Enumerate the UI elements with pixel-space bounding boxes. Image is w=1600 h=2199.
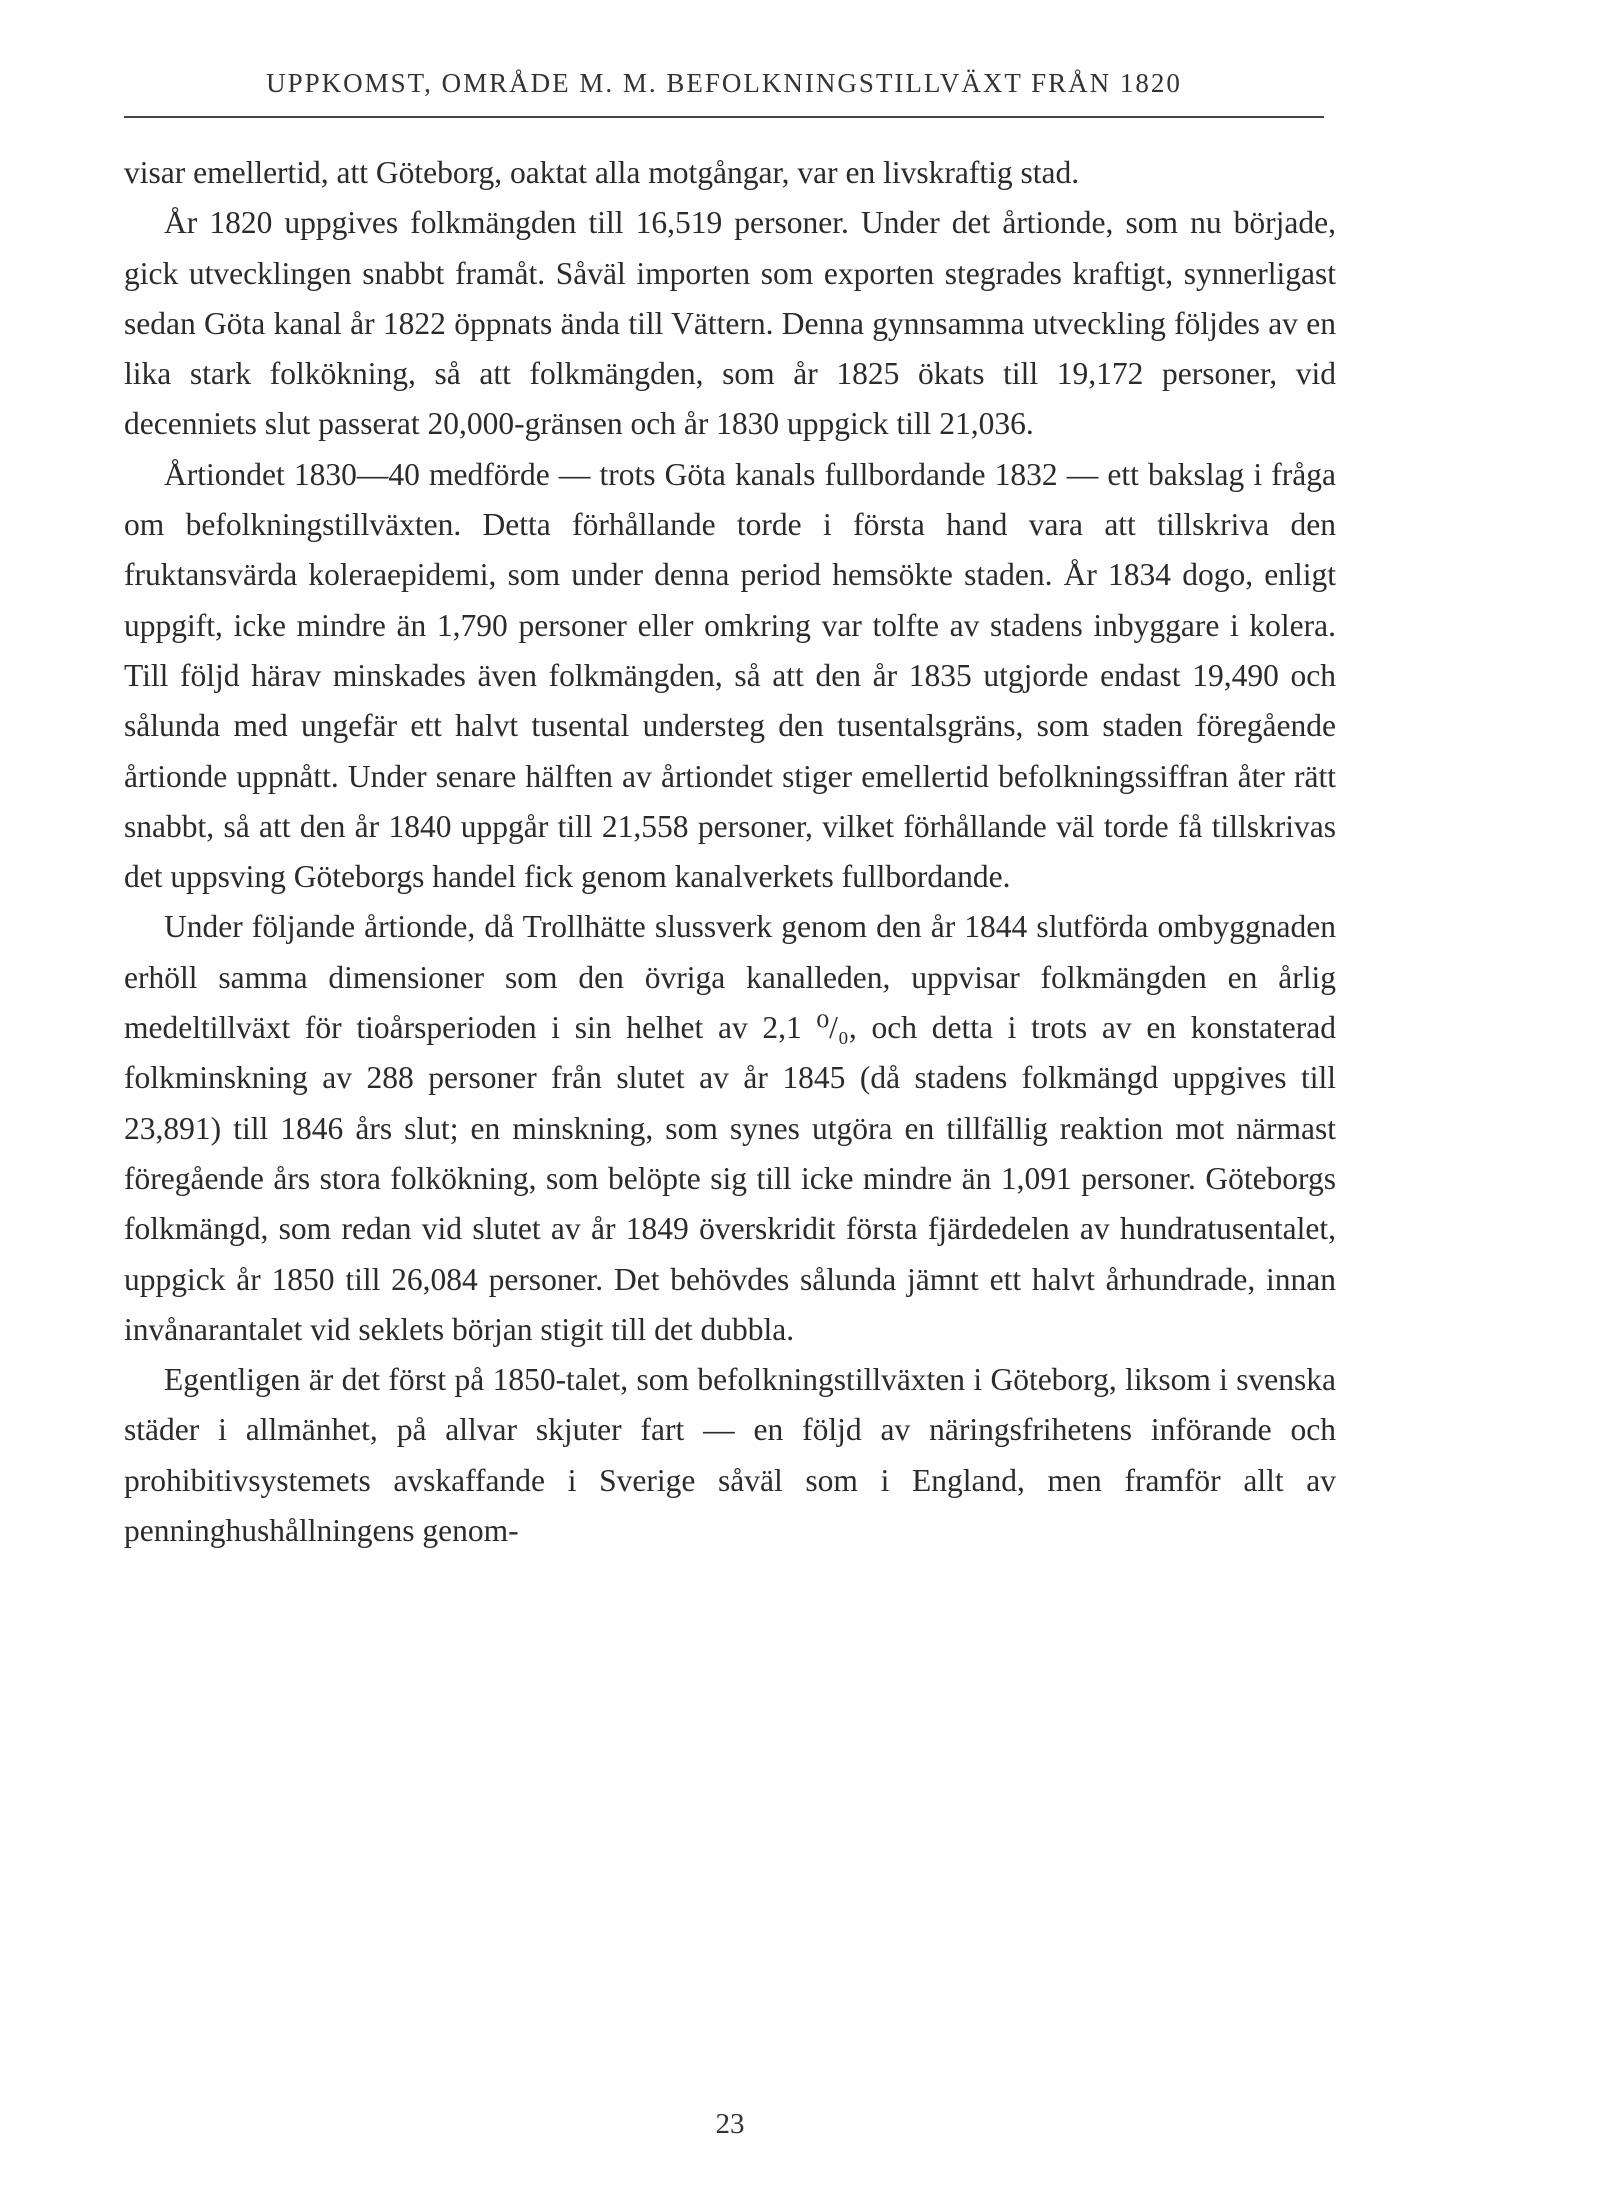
paragraph-1840s: Under följande årtionde, då Trollhätte slussverk genom den år 1844 slutförda ombyggnaden erhöll samma dimensioner som den övriga kanalleden, uppvisar folkmängden en årlig medeltillväxt för tioårsperioden i sin helhet av 2,1 ⁰/₀, och detta i trots av en konstaterad folkminskning av 288 personer från slutet av år 1845 (då stadens folkmängd uppgives till 23,891) till 1846 års slut; en minskning, som synes utgöra en tillfällig reaktion mot närmast föregående års stora folkökning, som belöpte sig till icke mindre än 1,091 personer. Göteborgs folkmängd, som redan vid slutet av år 1849 överskridit första fjärdedelen av hundratusentalet, uppgick år 1850 till 26,084 personer. Det behövdes sålunda jämnt ett halvt århundrade, innan invånarantalet vid seklets början stigit till det dubbla. xyxy=(124,909,1336,1347)
running-header: UPPKOMST, OMRÅDE M. M. BEFOLKNINGSTILLVÄXT FRÅN 1820 xyxy=(266,68,1182,98)
paragraph-continued: visar emellertid, att Göteborg, oaktat alla motgångar, var en livskraftig stad. xyxy=(124,155,1080,190)
paragraph-1830s: Årtiondet 1830—40 medförde — trots Göta kanals fullbordande 1832 — ett bakslag i fråga om befolkningstillväxten. Detta förhållande torde i första hand vara att tillskriva den fruktansvärda koleraepidemi, som under denna period hemsökte staden. År 1834 dogo, enligt uppgift, icke mindre än 1,790 personer eller omkring var tolfte av stadens inbyggare i kolera. Till följd härav minskades även folkmängden, så att den år 1835 utgjorde endast 19,490 och sålunda med ungefär ett halvt tusental understeg den tusentalsgräns, som staden föregående årtionde uppnått. Under senare hälften av årtiondet stiger emellertid befolkningssiffran åter rätt snabbt, så att den år 1840 uppgår till 21,558 personer, vilket förhållande väl torde få tillskrivas det uppsving Göteborgs handel fick genom kanalverkets fullbordande. xyxy=(124,456,1336,895)
paragraph-1850s: Egentligen är det först på 1850-talet, som befolkningstillväxten i Göteborg, liksom i svenska städer i allmänhet, på allvar skjuter fart — en följd av näringsfrihetens införande och prohibitivsystemets avskaffande i Sverige såväl som i England, men framför allt av penninghushållningens genom- xyxy=(124,1362,1336,1549)
paragraph-1820s: År 1820 uppgives folkmängden till 16,519 personer. Under det årtionde, som nu började, gick utvecklingen snabbt framåt. Såväl importen som exporten stegrades kraftigt, synnerligast sedan Göta kanal år 1822 öppnats ända till Vättern. Denna gynnsamma utveckling följdes av en lika stark folkökning, så att folkmängden, som år 1825 ökats till 19,172 personer, vid decenniets slut passerat 20,000-gränsen och år 1830 uppgick till 21,036. xyxy=(124,205,1336,442)
header-rule xyxy=(124,116,1324,118)
page-number: 23 xyxy=(715,2108,745,2140)
body-text xyxy=(124,148,1336,1556)
